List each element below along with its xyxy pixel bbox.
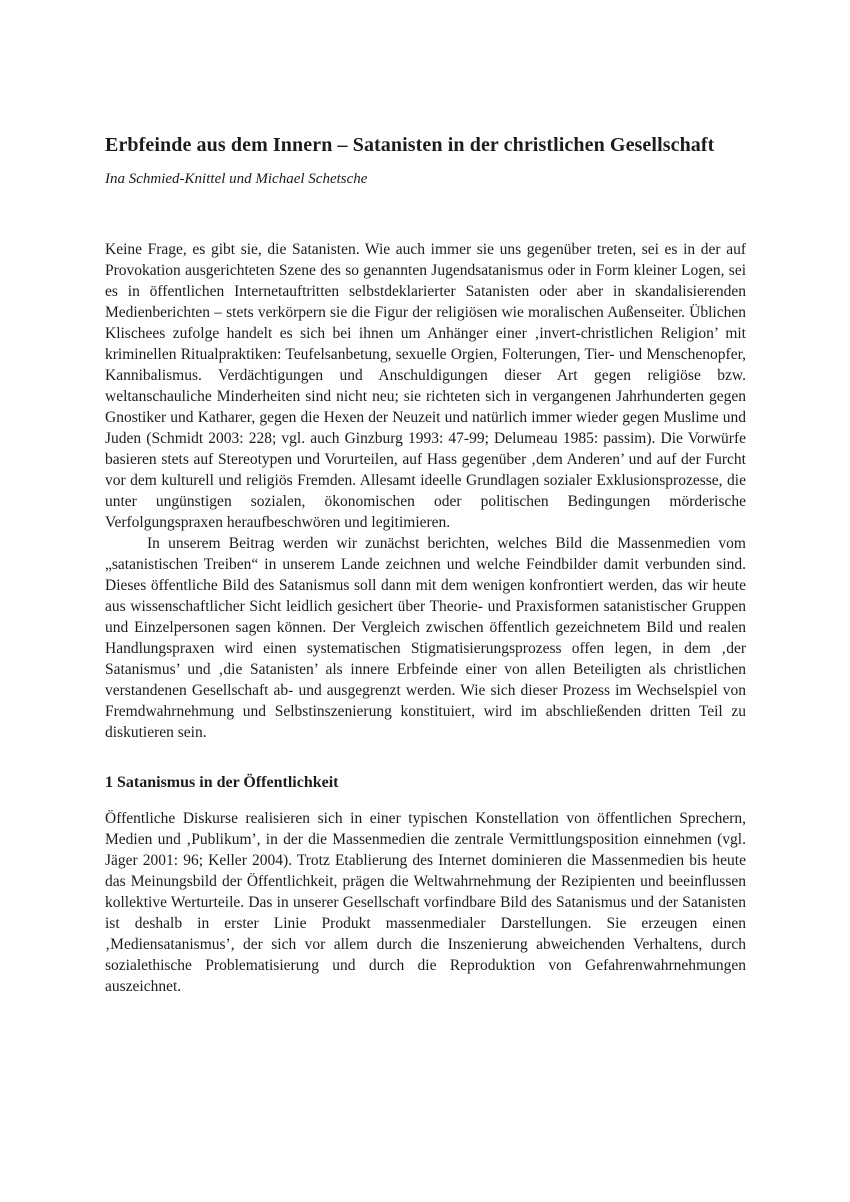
article-body <box>105 239 746 997</box>
intro-paragraph-1: Keine Frage, es gibt sie, die Satanisten. Wie auch immer sie uns gegenüber treten, sei es in der auf Provokation ausgerichteten Szene des so genannten Jugendsatanismus oder in Form kleiner Logen, sei es in öffentlichen Internetauftritten selbstdeklarierter Satanisten oder aber in skandalisierenden Medienberichten – stets verkörpern sie die Figur der religiösen wie moralischen Außenseiter. Üblichen Klischees zufolge handelt es sich bei ihnen um Anhänger einer ‚invert-christlichen Religion’ mit kriminellen Ritualpraktiken: Teufelsanbetung, sexuelle Orgien, Folterungen, Tier- und Menschenopfer, Kannibalismus. Verdächtigungen und Anschuldigungen dieser Art gegen religiöse bzw. weltanschauliche Minderheiten sind nicht neu; sie richteten sich in vergangenen Jahrhunderten gegen Gnostiker und Katharer, gegen die Hexen der Neuzeit und natürlich immer wieder gegen Muslime und Juden (Schmidt 2003: 228; vgl. auch Ginzburg 1993: 47-99; Delumeau 1985: passim). Die Vorwürfe basieren stets auf Stereotypen und Vorurteilen, auf Hass gegenüber ‚dem Anderen’ und auf der Furcht vor dem kulturell und religiös Fremden. Allesamt ideelle Grundlagen sozialer Exklusionsprozesse, die unter ungünstigen sozialen, ökonomischen oder politischen Bedingungen mörderische Verfolgungspraxen heraufbeschwören und legitimieren. <box>105 241 746 531</box>
intro-paragraph-2: In unserem Beitrag werden wir zunächst berichten, welches Bild die Massenmedien vom „satanistischen Treiben“ in unserem Lande zeichnen und welche Feindbilder damit verbunden sind. Dieses öffentliche Bild des Satanismus soll dann mit dem wenigen konfrontiert werden, das wir heute aus wissenschaftlicher Sicht leidlich gesichert über Theorie- und Praxisformen satanistischer Gruppen und Einzelpersonen sagen können. Der Vergleich zwischen öffentlich gezeichnetem Bild und realen Handlungspraxen wird einen systematischen Stigmatisierungsprozess offen legen, in dem ‚der Satanismus’ und ‚die Satanisten’ als innere Erbfeinde einer von allen Beteiligten als christlichen verstandenen Gesellschaft ab- und ausgegrenzt werden. Wie sich dieser Prozess im Wechselspiel von Fremdwahrnehmung und Selbstinszenierung konstituiert, wird im abschließenden dritten Teil zu diskutieren sein. <box>105 535 746 741</box>
section-1-heading: 1 Satanismus in der Öffentlichkeit <box>105 774 339 791</box>
article-content <box>105 131 746 997</box>
article-authors: Ina Schmied-Knittel und Michael Schetsche <box>105 171 368 187</box>
article-title: Erbfeinde aus dem Innern – Satanisten in der christlichen Gesellschaft <box>105 134 715 156</box>
section-1-paragraph-1: Öffentliche Diskurse realisieren sich in einer typischen Konstellation von öffentlichen Sprechern, Medien und ‚Publikum’, in der die Massenmedien die zentrale Vermittlungsposition einnehmen (vgl. Jäger 2001: 96; Keller 2004). Trotz Etablierung des Internet dominieren die Massenmedien bis heute das Meinungsbild der Öffentlichkeit, prägen die Weltwahrnehmung der Rezipienten und beeinflussen kollektive Werturteile. Das in unserer Gesellschaft vorfindbare Bild des Satanismus und der Satanisten ist deshalb in erster Linie Produkt massenmedialer Darstellungen. Sie erzeugen einen ‚Mediensatanismus’, der sich vor allem durch die Inszenierung abweichenden Verhaltens, durch sozialethische Problematisierung und durch die Reproduktion von Gefahrenwahrnehmungen auszeichnet. <box>105 810 746 995</box>
